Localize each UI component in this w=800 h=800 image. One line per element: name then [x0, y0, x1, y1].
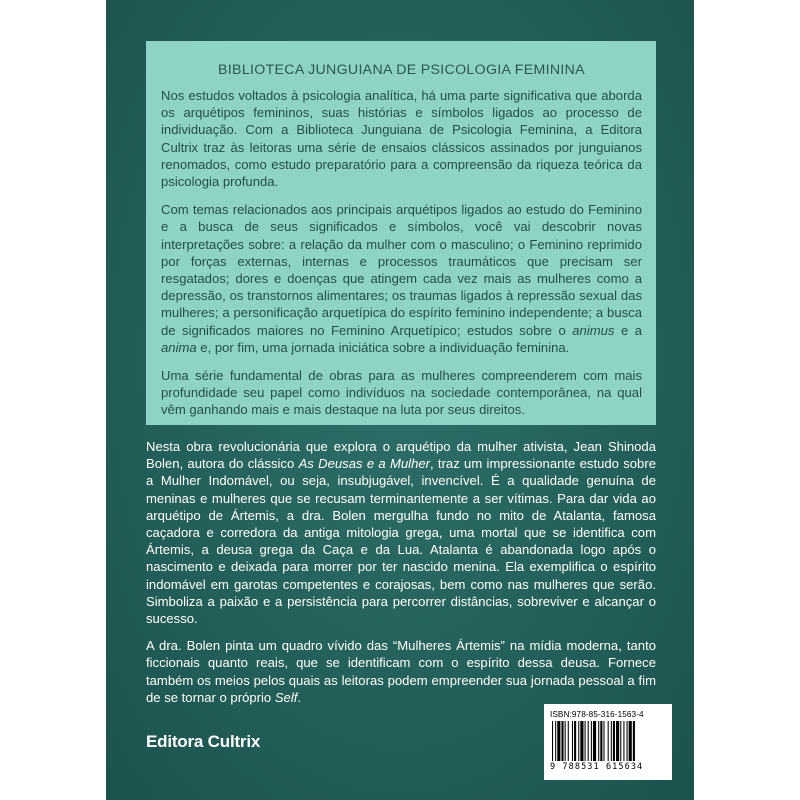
series-paragraph-3: Uma série fundamental de obras para as mulheres compreenderem com mais profundidade seu papel como indivíduos na sociedade contemporânea, na qual vêm ganhando mais e mais destaque na luta por seus direitos. — [161, 368, 642, 418]
isbn-label: ISBN:978-85-316-1563-4 — [550, 710, 644, 719]
barcode-icon — [550, 721, 666, 761]
book-reference: As Deusas e a Mulher — [298, 456, 430, 472]
book-synopsis — [146, 438, 656, 716]
anima-term: anima — [161, 339, 197, 355]
series-paragraph-2: Com temas relacionados aos principais arquétipos ligados ao estudo do Feminino e a busca de seus significados e símbolos, você vai descobrir novas interpretações sobre: a relação da mulher com o masculino; o Feminino reprimido por forças externas, internas e processos traumáticos que precisam ser resgatados; dores e doenças que atingem cada vez mais as mulheres como a depressão, os transtornos alimentares; os traumas ligados à repressão sexual das mulheres; a personificação arquetípica do espírito feminino independente; a busca de significados maiores no Feminino Arquetípico; estudos sobre o animus e a anima e, por fim, uma jornada iniciática sobre a individuação feminina. — [161, 202, 642, 355]
self-term: Self — [274, 689, 298, 705]
synopsis-paragraph-1: Nesta obra revolucionária que explora o arquétipo da mulher ativista, Jean Shinoda Bolen, autora do clássico As Deusas e a Mulher, traz um impressionante estudo sobre a Mulher Indomável, ou seja, insubjugável, invencível. É a qualidade genuína de meninas e mulheres que se recusam terminantemente a ser vítimas. Para dar vida ao arquétipo de Ártemis, a dra. Bolen mergulha fundo no mito de Atalanta, famosa caçadora e corredora da antiga mitologia grega, uma mortal que se identifica com Ártemis, a deusa grega da Caça e da Lua. Atalanta é abandonada logo após o nascimento e deixada para morrer por ter nascido menina. Ela exemplifica o espírito indomável em garotas competentes e corajosas, bem como nas mulheres que serão. Simboliza a paixão e a persistência para percorrer distâncias, sobreviver e alcançar o sucesso. — [146, 439, 656, 627]
synopsis-paragraph-2: A dra. Bolen pinta um quadro vívido das “Mulheres Ártemis” na mídia moderna, tanto ficcionais quanto reais, que se identificam com o espírito dessa deusa. Fornece também os meios pelos quais as leitoras podem empreender sua jornada pessoal a fim de se tornar o próprio Self. — [146, 638, 656, 705]
animus-term: animus — [572, 322, 615, 338]
publisher-logo: Editora Cultrix — [146, 732, 261, 751]
series-paragraph-1: Nos estudos voltados à psicologia analítica, há uma parte significativa que aborda os arquétipos femininos, suas histórias e símbolos ligados ao processo de individuação. Com a Biblioteca Junguiana de Psicologia Feminina, a Editora Cultrix traz às leitoras uma série de ensaios clássicos assinados por junguianos renomados, como estudo preparatório para a compreensão da riqueza teórica da psicologia profunda. — [161, 88, 642, 190]
series-description-panel — [146, 41, 656, 425]
isbn-barcode — [544, 704, 672, 780]
barcode-digits: 9 788531 615634 — [550, 762, 644, 772]
series-title: BIBLIOTECA JUNGUIANA DE PSICOLOGIA FEMININA — [218, 62, 585, 78]
